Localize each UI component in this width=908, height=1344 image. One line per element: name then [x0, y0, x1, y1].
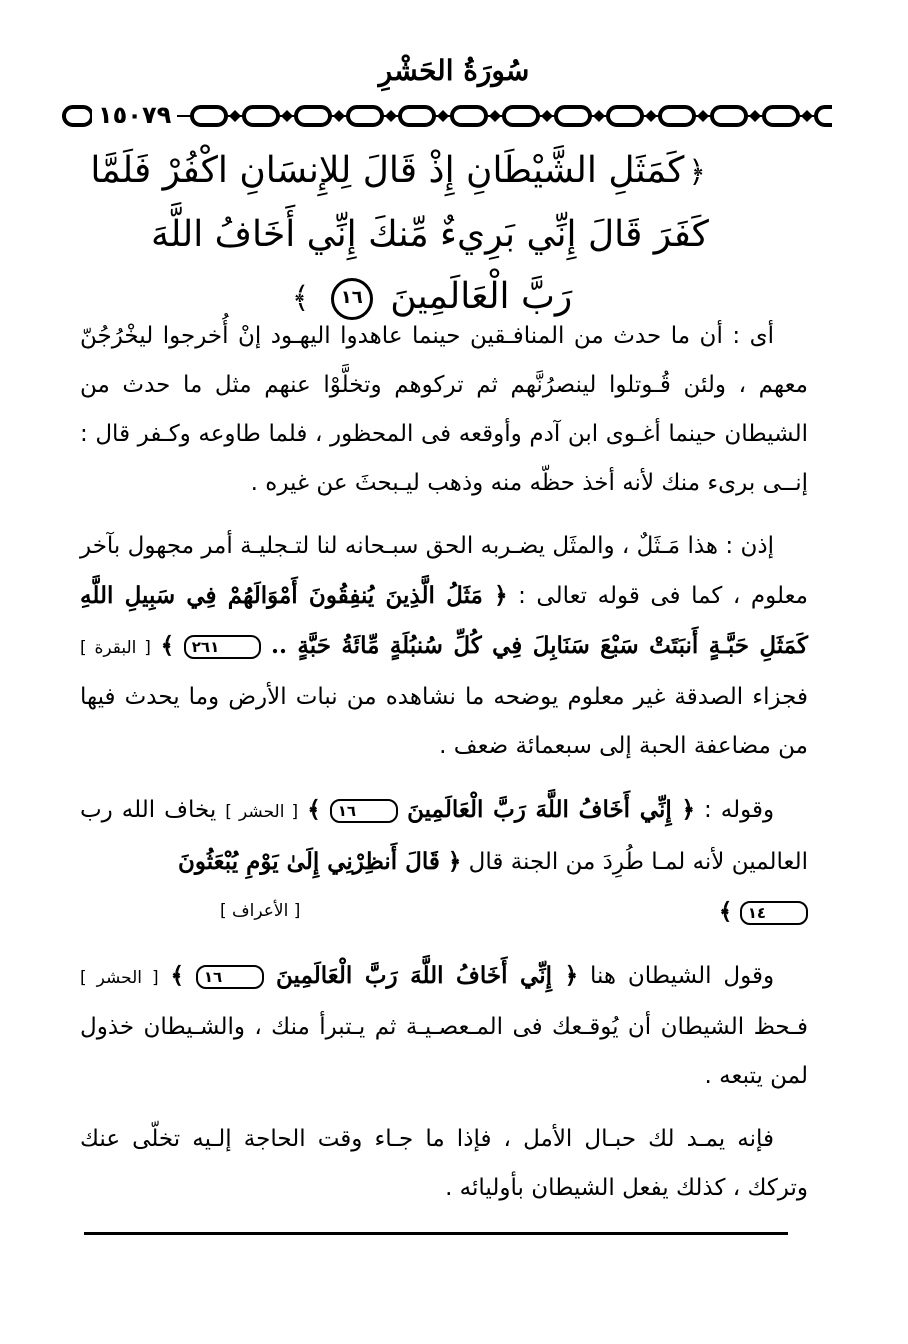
ornament-open-icon: ﴿	[688, 155, 706, 190]
chain-diamond	[801, 110, 813, 122]
chain-link	[192, 107, 226, 125]
ornament-close-icon: ﴾	[291, 281, 310, 316]
paragraph-5: فإنه يمـد لك حبـال الأمل ، فإذا ما جـاء وقت الحاجة إلـيه تخلّى عنك وتركك ، كذلك يفعل الشيطان بأوليائه .	[80, 1126, 808, 1201]
paragraph-2-rest: فجزاء الصدقة غير معلوم يوضحه ما نشاهده من نبات الأرض وما يحدث فيها من مضاعفة الحبة إلى سبعمائة ضعف .	[80, 684, 808, 759]
paragraph-3-middle: يخاف الله رب العالمين لأنه لمـا طُرِدَ من الجنة قال	[80, 797, 808, 875]
chain-link	[400, 107, 434, 125]
chain-diamond	[281, 110, 293, 122]
verse-number-badge: ١٦	[331, 278, 373, 320]
ornament-close-icon: ﴾	[170, 962, 184, 989]
paragraph-2	[80, 522, 808, 771]
verse-text-3: رَبَّ الْعَالَمِينَ	[390, 276, 573, 317]
surah-reference: [ الحشر ]	[80, 968, 159, 988]
chain-link	[64, 107, 92, 125]
ornament-close-icon: ﴾	[160, 632, 175, 659]
chain-link	[244, 107, 278, 125]
commentary-body	[80, 312, 808, 1227]
chain-diamond	[593, 110, 605, 122]
surah-title: سُورَةُ الحَشْرِ	[378, 54, 530, 87]
paragraph-3	[80, 785, 808, 937]
chain-diamond	[645, 110, 657, 122]
verse-number-badge: ١٦	[330, 799, 398, 823]
paragraph-4	[80, 951, 808, 1101]
chain-diamond	[697, 110, 709, 122]
verse-line-1	[90, 140, 710, 204]
chain-link	[712, 107, 746, 125]
quran-quote: ﴿ إِنِّي أَخَافُ اللَّهَ رَبَّ الْعَالَمِينَ	[407, 796, 695, 823]
quran-quote: ﴿ إِنِّي أَخَافُ اللَّهَ رَبَّ الْعَالَمِينَ	[276, 962, 579, 989]
ornament-close-icon: ﴾	[718, 898, 733, 925]
quran-verse	[90, 140, 710, 330]
paragraph-4-rest: فـحظ الشيطان أن يُوقـعك فى المـعصـيـة ثم يـتبرأ منك ، والشـيطان خذول لمن يتبعه .	[80, 1014, 808, 1089]
verse-number-badge: ٢٦١	[184, 635, 261, 659]
chain-link	[816, 107, 832, 125]
quran-quote: ﴿ مَثَلُ الَّذِينَ يُنفِقُونَ أَمْوَالَهُمْ فِي سَبِيلِ اللَّهِ كَمَثَلِ حَبَّـةٍ أَنبَتَتْ سَبْعَ سَنَابِلَ فِي كُلِّ سُنبُلَةٍ مِّائَةُ حَبَّةٍ ..	[80, 582, 809, 659]
chain-diamond	[385, 110, 397, 122]
chain-diamond	[489, 110, 501, 122]
page-number: ١٥٠٧٩	[92, 101, 177, 129]
verse-text-2: كَفَرَ قَالَ إِنِّي بَرِيءٌ مِّنكَ إِنِّي أَخَافُ اللَّهَ	[151, 214, 709, 255]
chain-link	[296, 107, 330, 125]
chain-diamond	[541, 110, 553, 122]
chain-link	[660, 107, 694, 125]
chain-diamond	[437, 110, 449, 122]
paragraph-3-intro: وقوله :	[703, 797, 775, 823]
paragraph-4-intro: وقول الشيطان هنا	[589, 963, 775, 989]
ornament-close-icon: ﴾	[307, 796, 321, 823]
verse-text-1: كَمَثَلِ الشَّيْطَانِ إِذْ قَالَ لِلإِنسَانِ اكْفُرْ فَلَمَّا	[90, 150, 685, 191]
paragraph-1: أى : أن ما حدث من المنافـقين حينما عاهدوا اليهـود إنْ أُخرجوا ليخْرُجُنّ معهم ، ولئن قُـوتلوا لينصرُنَّهم ثم تركوهم وتخلَّوْا عنهم مثل ما حدث من الشيطان حينما أغـوى ابن آدم وأوقعه فى المحظور ، فلما طاوعه وكـفر قال : إنــى برىء منك لأنه أخذ حظّه منه وذهب ليـبحثَ عن غيره .	[80, 323, 808, 496]
paragraph-2-intro: إذن : هذا مَـثَلٌ ، والمثَل يضـربه الحق سبـحانه لنا لتـجليـة أمر مجهول بآخر معلوم ، كما فى قوله تعالى :	[80, 533, 808, 609]
footer-divider	[84, 1232, 788, 1235]
chain-diamond	[749, 110, 761, 122]
surah-reference: [ الحشر ]	[225, 802, 299, 822]
verse-number-badge: ١٦	[196, 965, 264, 989]
chain-diamond	[333, 110, 345, 122]
chain-link	[764, 107, 798, 125]
chain-link	[504, 107, 538, 125]
chain-link	[452, 107, 486, 125]
surah-reference: [ البقرة ]	[80, 638, 151, 658]
chain-link	[556, 107, 590, 125]
chain-ornament-row	[62, 98, 832, 134]
verse-number-badge: ١٤	[740, 901, 808, 925]
chain-diamond	[229, 110, 241, 122]
chain-link	[348, 107, 382, 125]
surah-reference: [ الأعراف ]	[220, 901, 301, 921]
quran-quote: ﴿ قَالَ أَنظِرْنِي إِلَىٰ يَوْمِ يُبْعَثُونَ	[177, 848, 462, 875]
chain-ornament	[62, 98, 832, 134]
chain-link	[608, 107, 642, 125]
